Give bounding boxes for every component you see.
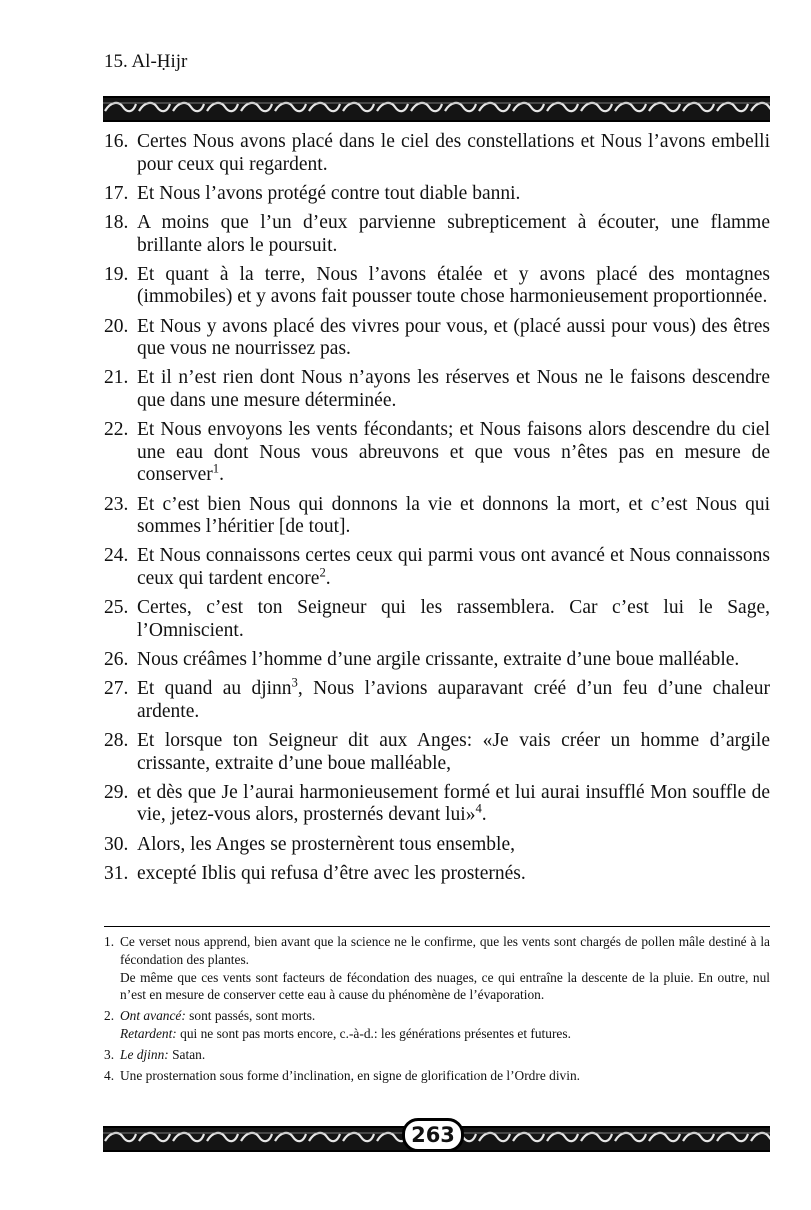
verse-number: 21. xyxy=(104,367,129,389)
verse-text: Et quant à la terre, Nous l’avons étalée et y avons placé des montagnes (immobiles) et y avons fait pousser toute chose harmonieusement proportionnée. xyxy=(137,263,770,308)
verse-number: 22. xyxy=(104,419,129,441)
verse-number: 30. xyxy=(104,833,129,855)
footnote-ref: 3 xyxy=(291,675,298,690)
verse-number: 31. xyxy=(104,862,129,884)
page-number: 263 xyxy=(402,1118,464,1152)
verse xyxy=(104,264,770,309)
verse xyxy=(104,863,770,886)
verse-text: Et lorsque ton Seigneur dit aux Anges: «Je vais créer un homme d’argile crissante, extraite d’une boue malléable, xyxy=(137,730,770,774)
verse xyxy=(104,730,770,775)
footnote-ref: 1 xyxy=(212,461,220,476)
footnote-number: 2. xyxy=(104,1008,115,1024)
running-head: 15. Al-Ḥijr xyxy=(104,51,188,72)
verse-number: 28. xyxy=(104,730,129,752)
verse-text: Certes Nous avons placé dans le ciel des constellations et Nous l’avons embelli pour ceux qui regardent. xyxy=(137,131,770,175)
verse-number: 25. xyxy=(104,597,129,619)
verse-number: 18. xyxy=(104,212,129,234)
verse-text: excepté Iblis qui refusa d’être avec les prosternés. xyxy=(137,862,526,884)
verse xyxy=(104,494,770,539)
verse-number: 20. xyxy=(104,315,129,337)
top-ornament-band xyxy=(103,96,770,122)
verse-text: Nous créâmes l’homme d’une argile crissante, extraite d’une boue malléable. xyxy=(137,648,740,670)
footnote-number: 3. xyxy=(104,1046,115,1062)
footnote-term: Le djinn: xyxy=(120,1046,169,1062)
verse-text: Et Nous envoyons les vents fécondants; et Nous faisons alors descendre du ciel une eau dont Nous vous abreuvons et que vous n’êtes pas en mesure de conserver$^1$. xyxy=(137,419,770,486)
verse-number: 19. xyxy=(104,263,129,285)
verse xyxy=(104,367,770,412)
footnote-ref: 4 xyxy=(475,801,482,816)
verse xyxy=(104,419,770,487)
verse-number: 26. xyxy=(104,648,129,670)
verse-text: Et c’est bien Nous qui donnons la vie et donnons la mort, et c’est Nous qui sommes l’héritier [de tout]. xyxy=(137,493,770,538)
verse xyxy=(104,183,770,206)
verse xyxy=(104,212,770,257)
footnote-text: Ce verset nous apprend, bien avant que la science ne le confirme, que les vents sont chargés de pollen mâle destiné à la fécondation des plantes. De même que ces vents sont facteurs de fécondation des nuages, ce qui entraîne la descente de la pluie. En outre, nul n’est en mesure de conserver cette eau à cause du phénomène de l’évaporation. xyxy=(120,934,770,1003)
verse-text: Et il n’est rien dont Nous n’ayons les réserves et Nous ne le faisons descendre que dans une mesure déterminée. xyxy=(137,367,770,411)
verse xyxy=(104,597,770,642)
footnote-text: Ont avancé: sont passés, sont morts. Retardent: qui ne sont pas morts encore, c.-à-d.: les générations présentes et futures. xyxy=(120,1008,571,1041)
verse-number: 29. xyxy=(104,781,129,803)
footnote-text: Une prosternation sous forme d’inclination, en signe de glorification de l’Ordre divin. xyxy=(120,1067,580,1083)
footnote-rule xyxy=(104,926,770,927)
footnote-number: 1. xyxy=(104,934,115,949)
footnote xyxy=(104,1067,770,1085)
verse xyxy=(104,782,770,827)
footnote-text: Le djinn: Satan. xyxy=(120,1046,206,1062)
verse xyxy=(104,675,770,723)
verse-number: 17. xyxy=(104,182,129,204)
footnote-ref: 2 xyxy=(319,565,326,580)
verse-text: Et quand au djinn$^3$, Nous l’avions auparavant créé d’un feu d’une chaleur ardente. xyxy=(137,675,770,722)
verse-number: 24. xyxy=(104,545,129,567)
verse-text: Certes, c’est ton Seigneur qui les rassemblera. Car c’est lui le Sage, l’Omniscient. xyxy=(137,597,770,641)
footnote-number: 4. xyxy=(104,1067,115,1083)
footnote xyxy=(104,1046,770,1064)
verse-number: 16. xyxy=(104,131,129,152)
verse-text: Et Nous l’avons protégé contre tout diable banni. xyxy=(137,182,521,204)
verse-text: Alors, les Anges se prosternèrent tous ensemble, xyxy=(137,833,516,855)
footnote-term: Ont avancé: xyxy=(120,1008,186,1024)
verse-text: A moins que l’un d’eux parvienne subrepticement à écouter, une flamme brillante alors le poursuit. xyxy=(137,212,770,256)
verse xyxy=(104,316,770,361)
verse xyxy=(104,131,770,176)
verse-list xyxy=(104,131,770,892)
footnote xyxy=(104,1007,770,1043)
verse-text: Et Nous y avons placé des vivres pour vous, et (placé aussi pour vous) des êtres que vous ne nourrissez pas. xyxy=(137,315,770,360)
verse xyxy=(104,834,770,857)
footnote-list xyxy=(104,933,770,1087)
verse-number: 23. xyxy=(104,493,129,515)
verse-text: Et Nous connaissons certes ceux qui parmi vous ont avancé et Nous connaissons ceux qui tardent encore$^2$. xyxy=(137,545,770,589)
verse xyxy=(104,649,770,672)
verse xyxy=(104,545,770,590)
footnote-term: Retardent: xyxy=(120,1025,177,1041)
verse-number: 27. xyxy=(104,678,129,700)
verse-text: et dès que Je l’aurai harmonieusement formé et lui aurai insufflé Mon souffle de vie, jetez-vous alors, prosternés devant lui»$^4$. xyxy=(137,781,770,826)
footnote xyxy=(104,933,770,1004)
